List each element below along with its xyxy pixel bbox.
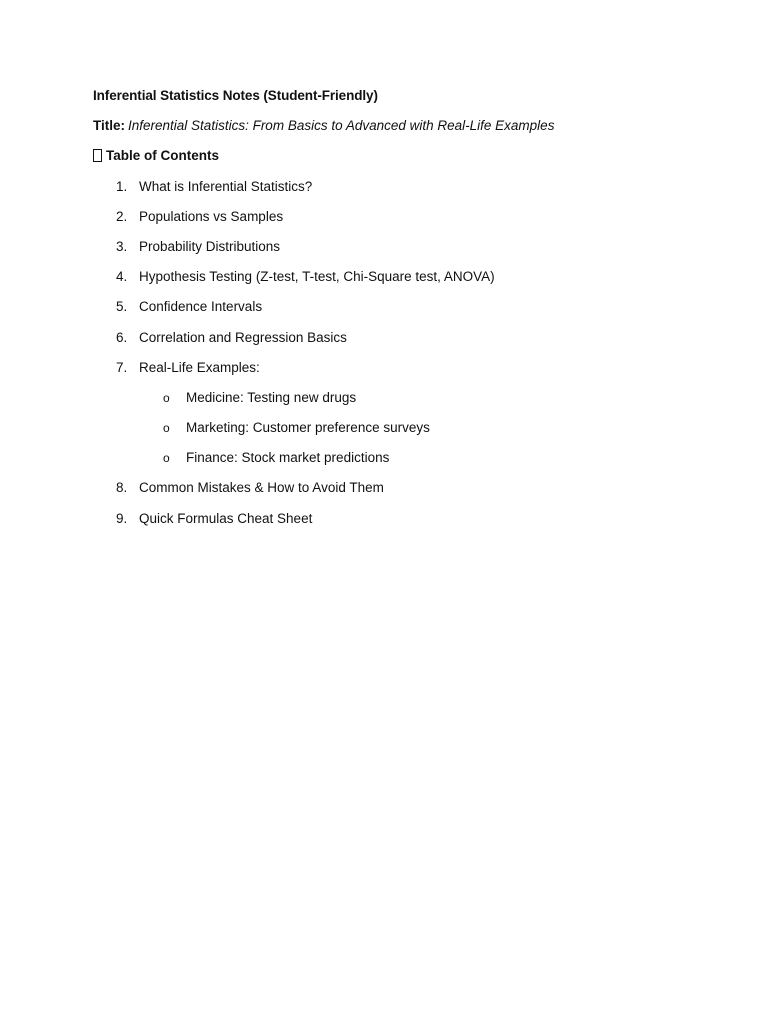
toc-item xyxy=(93,509,713,539)
toc-heading-line xyxy=(93,146,713,176)
toc-item xyxy=(93,267,713,297)
toc-item-label: What is Inferential Statistics? xyxy=(139,178,313,194)
sub-item-label: Medicine: Testing new drugs xyxy=(186,389,357,405)
title-label: Title: xyxy=(93,118,126,134)
toc-item xyxy=(93,297,713,327)
toc-item-number: 9. xyxy=(116,510,128,526)
toc-item xyxy=(93,177,713,207)
toc-item-number: 1. xyxy=(116,178,128,194)
toc-item-label: Quick Formulas Cheat Sheet xyxy=(139,510,313,526)
toc-item-label: Populations vs Samples xyxy=(139,208,284,224)
sub-list-item xyxy=(93,418,713,448)
sub-item-bullet: o xyxy=(163,390,170,405)
toc-item-label: Probability Distributions xyxy=(139,238,281,254)
toc-item-number: 7. xyxy=(116,359,128,375)
toc-item-number: 4. xyxy=(116,269,128,285)
toc-item xyxy=(93,237,713,267)
toc-item-label: Hypothesis Testing (Z-test, T-test, Chi-Square test, ANOVA) xyxy=(139,269,495,285)
toc-item-label: Correlation and Regression Basics xyxy=(139,329,347,345)
sub-item-bullet: o xyxy=(163,451,170,466)
sub-list-item xyxy=(93,448,713,478)
toc-item-number: 8. xyxy=(116,480,128,496)
toc-item-number: 5. xyxy=(116,299,128,315)
toc-item xyxy=(93,207,713,237)
toc-item xyxy=(93,478,713,508)
document-body xyxy=(93,86,713,539)
toc-item-number: 6. xyxy=(116,329,128,345)
sub-item-label: Marketing: Customer preference surveys xyxy=(186,420,430,436)
sub-item-bullet: o xyxy=(163,421,170,436)
toc-item-number: 3. xyxy=(116,238,128,254)
title-line xyxy=(93,116,713,146)
toc-item-label: Real-Life Examples: xyxy=(139,359,260,375)
sub-item-label: Finance: Stock market predictions xyxy=(186,450,390,466)
toc-item-label: Confidence Intervals xyxy=(139,299,263,315)
document-heading: Inferential Statistics Notes (Student-Friendly) xyxy=(93,88,378,103)
toc-heading: Table of Contents xyxy=(106,148,219,164)
sub-list-item xyxy=(93,388,713,418)
title-text: Inferential Statistics: From Basics to Advanced with Real-Life Examples xyxy=(128,118,555,134)
toc-item xyxy=(93,328,713,358)
toc-item xyxy=(93,358,713,388)
missing-glyph-icon xyxy=(93,149,102,162)
toc-item-label: Common Mistakes & How to Avoid Them xyxy=(139,480,384,496)
toc-item-number: 2. xyxy=(116,208,128,224)
